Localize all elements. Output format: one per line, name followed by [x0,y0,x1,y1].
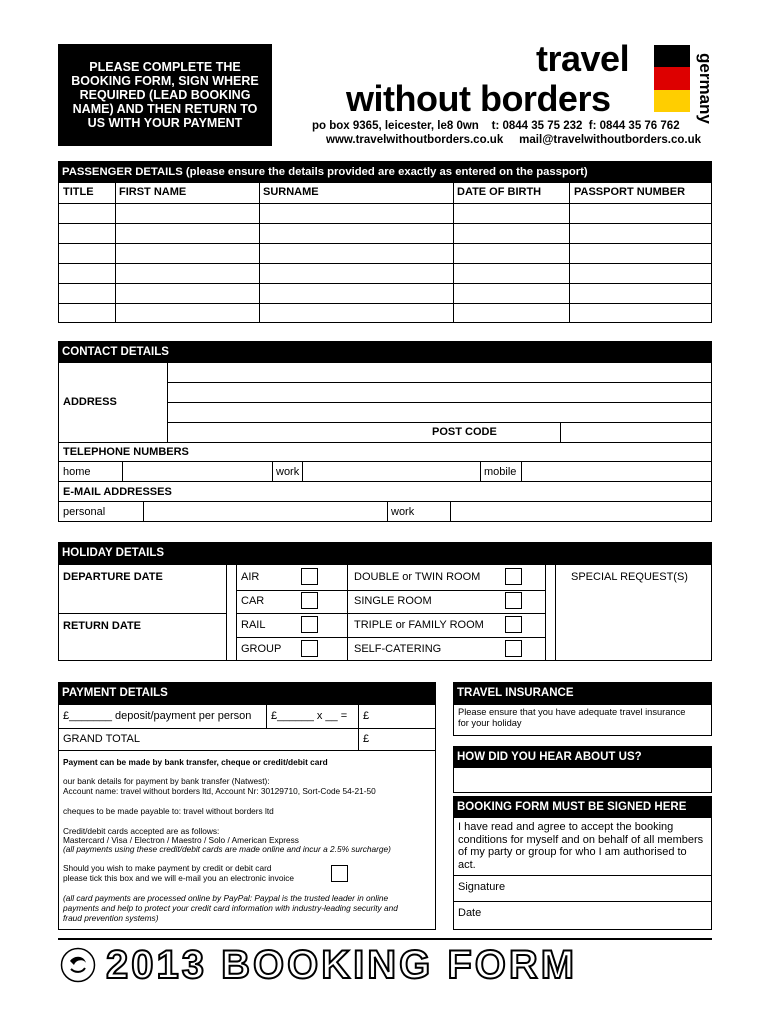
signed-heading-text: BOOKING FORM MUST BE SIGNED HERE [457,800,687,813]
cards-line-2: Mastercard / Visa / Electron / Maestro / Solo / American Express [63,835,299,845]
flag-stripe-black [654,45,690,67]
passenger-heading [58,161,712,182]
footer-rule [58,938,712,940]
personal-email-label: personal [63,506,106,518]
holiday-heading-text: HOLIDAY DETAILS [62,547,165,559]
post-code-label: POST CODE [432,426,497,438]
holiday-heading [58,542,712,564]
multiplier-label: £______ x __ = [271,710,348,722]
col-surname: SURNAME [263,186,319,198]
self-catering-checkbox[interactable] [505,640,522,657]
room-single: SINGLE ROOM [354,595,432,607]
header-notice-box [58,44,272,146]
bank-line-1: our bank details for payment by bank transfer (Natwest): [63,776,270,786]
brand-without-borders: without borders [346,78,611,119]
passenger-heading-text: PASSENGER DETAILS (please ensure the details provided are exactly as entered on the passport) [62,165,588,178]
brand-travel: travel [536,38,630,79]
grand-total-label: GRAND TOTAL [63,733,141,745]
contact-heading [58,341,712,362]
cheques-text: cheques to be made payable to: travel without borders ltd [63,806,274,816]
transport-group: GROUP [241,643,282,655]
flag-stripe-red [654,67,690,90]
address-label: ADDRESS [63,396,117,408]
return-date-label: RETURN DATE [63,620,142,632]
payment-heading [58,682,436,704]
group-checkbox[interactable] [301,640,318,657]
transport-car: CAR [241,595,265,607]
rail-checkbox[interactable] [301,616,318,633]
double-room-checkbox[interactable] [505,568,522,585]
room-self-catering: SELF-CATERING [354,643,442,655]
triple-room-checkbox[interactable] [505,616,522,633]
room-triple: TRIPLE or FAMILY ROOM [354,619,484,631]
insurance-heading [453,682,712,704]
mobile-label: mobile [484,466,517,478]
insurance-text: Please ensure that you have adequate travel insurance for your holiday [458,707,686,728]
agreement-text: I have read and agree to accept the booking conditions for myself and on behalf of all members of my party or group for who I am authorised to act. [458,821,704,871]
signature-label: Signature [458,881,506,893]
col-date-of-birth: DATE OF BIRTH [457,186,542,198]
invoice-line-2: please tick this box and we will e-mail you an electronic invoice [63,873,295,883]
paypal-line-2: payments and help to protect your credit card information with industry-leading security and [63,903,398,913]
hear-box[interactable] [453,767,712,793]
special-requests-label: SPECIAL REQUEST(S) [571,571,688,583]
cards-line-1: Credit/debit cards accepted are as follows: [63,826,220,836]
invoice-line-1: Should you wish to make payment by credit or debit card [63,863,272,873]
transport-rail: RAIL [241,619,266,631]
email-label: E-MAIL ADDRESSES [63,486,172,498]
col-first-name: FIRST NAME [119,186,187,198]
single-room-checkbox[interactable] [505,592,522,609]
deposit-label: £_______ deposit/payment per person [63,710,252,722]
cards-line-3: (all payments using these credit/debit cards are made online and incur a 2.5% surcharge) [63,844,391,854]
work-phone-label: work [276,466,300,478]
date-label: Date [458,907,482,919]
paypal-line-3: fraud prevention systems) [63,913,159,923]
telephone-label: TELEPHONE NUMBERS [63,446,189,458]
payment-methods: Payment can be made by bank transfer, cheque or credit/debit card [63,757,328,767]
transport-air: AIR [241,571,260,583]
address-line: po box 9365, leicester, le8 0wn t: 0844 35 75 232 f: 0844 35 76 762 [312,120,680,132]
grand-total-pound: £ [363,733,370,745]
col-title: TITLE [63,186,94,198]
home-label: home [63,466,91,478]
payment-heading-text: PAYMENT DETAILS [62,687,168,699]
insurance-heading-text: TRAVEL INSURANCE [457,687,574,699]
hear-heading [453,746,712,767]
web-line: www.travelwithoutborders.co.uk mail@travelwithoutborders.co.uk [326,134,702,146]
hear-heading-text: HOW DID YOU HEAR ABOUT US? [457,750,642,763]
car-checkbox[interactable] [301,592,318,609]
footer-seal-icon [60,947,96,983]
footer-title: 2013 BOOKING FORM [106,943,578,987]
flag-stripe-gold [654,90,690,112]
signed-heading [453,796,712,817]
german-flag [654,45,690,112]
invoice-checkbox[interactable] [331,865,348,882]
air-checkbox[interactable] [301,568,318,585]
col-passport-number: PASSPORT NUMBER [574,186,686,198]
brand-germany: germany [696,53,715,124]
bank-line-2: Account name: travel without borders ltd, Account Nr: 30129710, Sort-Code 54-21-50 [63,786,376,796]
contact-heading-text: CONTACT DETAILS [62,345,169,358]
paypal-line-1: (all card payments are processed online by PayPal: Paypal is the trusted leader in online [63,893,389,903]
departure-date-label: DEPARTURE DATE [63,571,163,583]
header-notice: PLEASE COMPLETE THE BOOKING FORM, SIGN WHERE REQUIRED (LEAD BOOKING NAME) AND THEN RETURN TO US WITH YOUR PAYMENT [71,60,259,130]
work-email-label: work [391,506,415,518]
room-double: DOUBLE or TWIN ROOM [354,571,481,583]
deposit-pound: £ [363,710,370,722]
